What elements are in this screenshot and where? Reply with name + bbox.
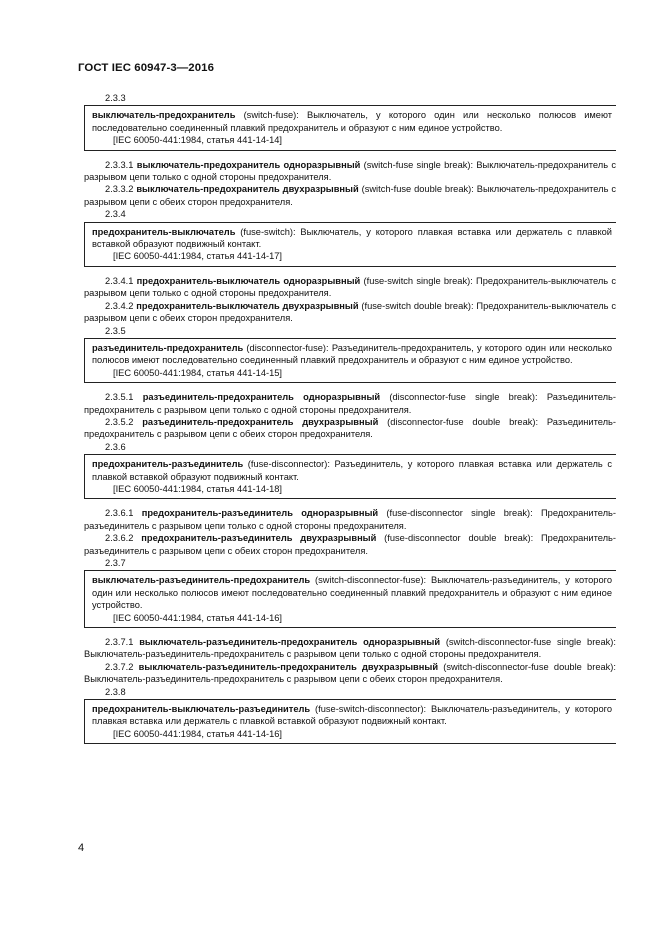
term-definition: [92, 342, 612, 367]
term-definition-box: [84, 699, 616, 744]
term-name: выключатель-предохранитель: [92, 110, 236, 121]
subterm-text: (switch-fuse single break): Выключатель-предохранитель с разрывом цепи только с одной стороны предохранителя.: [84, 159, 616, 183]
term-definition-box: [84, 222, 616, 267]
subterm-paragraph: [84, 159, 616, 184]
term-name: предохранитель-разъединитель: [92, 459, 244, 470]
term-section: [84, 686, 616, 745]
subterm-number: 2.3.7.1: [105, 637, 134, 648]
subterm-name: предохранитель-выключатель одноразрывный: [136, 275, 361, 286]
term-section: [84, 92, 616, 208]
term-definition: [92, 109, 612, 134]
term-definition-box: [84, 454, 616, 499]
subterm-name: предохранитель-выключатель двухразрывный: [136, 300, 359, 311]
term-definition: [92, 458, 612, 483]
section-number: 2.3.8: [105, 686, 126, 697]
document-header: ГОСТ IEC 60947-3—2016: [78, 62, 215, 74]
section-number: 2.3.3: [105, 93, 126, 103]
section-number: 2.3.5: [105, 325, 126, 336]
subterm-text: (fuse-switch double break): Предохранитель-выключатель с разрывом цепи с обеих сторон предохранителя.: [84, 300, 616, 324]
subterm-name: разъединитель-предохранитель двухразрывный: [142, 416, 379, 427]
term-definition: [92, 703, 612, 728]
subterm-name: разъединитель-предохранитель одноразрывный: [142, 392, 381, 403]
subterm-name: выключатель-разъединитель-предохранитель одноразрывный: [139, 637, 441, 648]
term-definition-box: [84, 338, 616, 383]
subterm-text: (fuse-disconnector single break): Предохранитель-разъединитель с разрывом цепи только с одной стороны предохранителя.: [84, 508, 616, 531]
subterm-text: (switch-fuse double break): Выключатель-предохранитель с разрывом цепи с обеих сторон предохранителя.: [84, 184, 616, 207]
subterm-text: (switch-disconnector-fuse double break): Выключатель-разъединитель-предохранитель с разрывом цепи с обеих сторон предохранителя.: [84, 661, 616, 685]
subterm-paragraph: [84, 391, 616, 416]
subterm-text: (fuse-disconnector double break): Предохранитель-разъединитель с разрывом цепи с обеих сторон предохранителя.: [84, 533, 617, 556]
subterm-number: 2.3.6.2: [105, 533, 134, 544]
term-definition-box: [84, 105, 616, 150]
term-text: (fuse-disconnector): Разъединитель, у которого плавкая вставка или держатель с плавкой вставкой образуют подвижный контакт.: [92, 459, 612, 482]
subterm-number: 2.3.5.1: [105, 392, 134, 403]
subterm-text: (fuse-switch single break): Предохранитель-выключатель с разрывом цепи только с одной стороны предохранителя.: [84, 275, 616, 299]
subterm-paragraph: [84, 300, 616, 325]
term-definition: [92, 574, 612, 611]
term-section: [84, 208, 616, 324]
term-name: выключатель-разъединитель-предохранитель: [92, 575, 311, 586]
subterm-name: предохранитель-разъединитель двухразрывный: [141, 533, 377, 544]
term-section: [84, 325, 616, 441]
subterm-number: 2.3.6.1: [105, 508, 134, 519]
subterm-name: выключатель-предохранитель двухразрывный: [136, 184, 359, 195]
section-number: 2.3.6: [105, 441, 126, 452]
subterm-text: (disconnector-fuse double break): Разъединитель-предохранитель с разрывом цепи с обеих сторон предохранителя.: [84, 416, 616, 440]
term-text: (disconnector-fuse): Разъединитель-предохранитель, у которого один или несколько полюсов имеют последовательно соединенный плавкий предохранитель и образуют с ним единое устройство.: [92, 342, 612, 366]
subterm-text: (disconnector-fuse single break): Разъединитель-предохранитель с разрывом цепи только с одной стороны предохранителя.: [84, 392, 616, 415]
subterm-name: выключатель-предохранитель одноразрывный: [136, 159, 361, 170]
term-name: предохранитель-выключатель: [92, 226, 236, 237]
term-definition: [92, 226, 612, 251]
subterm-paragraph: [84, 416, 616, 441]
subterm-paragraph: [84, 507, 616, 532]
subterm-name: выключатель-разъединитель-предохранитель двухразрывный: [138, 661, 439, 672]
source-reference: [IEC 60050-441:1984, статья 441-14-16]: [113, 612, 283, 623]
term-text: (fuse-switch): Выключатель, у которого плавкая вставка или держатель с плавкой вставкой образуют подвижный контакт.: [92, 226, 612, 250]
term-text: (switch-fuse): Выключатель, у которого один или несколько полюсов имеют последовательно соединенный плавкий предохранитель и образуют с ним единое устройство.: [92, 110, 612, 133]
page-number: 4: [78, 842, 85, 854]
subterm-name: предохранитель-разъединитель одноразрывный: [141, 508, 379, 519]
source-reference: [IEC 60050-441:1984, статья 441-14-17]: [113, 251, 283, 262]
subterm-text: (switch-disconnector-fuse single break): Выключатель-разъединитель-предохранитель с разрывом цепи только с одной стороны предохранителя.: [84, 637, 616, 660]
subterm-number: 2.3.3.2: [105, 184, 134, 195]
term-text: (switch-disconnector-fuse): Выключатель-разъединитель, у которого один или несколько полюсов имеют последовательно соединенный плавкий предохранитель и образуют с ним единое устройство.: [92, 575, 612, 611]
term-name: разъединитель-предохранитель: [92, 342, 244, 353]
source-reference: [IEC 60050-441:1984, статья 441-14-14]: [113, 135, 283, 146]
subterm-number: 2.3.3.1: [105, 159, 134, 170]
term-text: (fuse-switch-disconnector): Выключатель-разъединитель, у которого плавкая вставка или держатель с плавкой вставкой образуют подвижный контакт.: [92, 704, 612, 727]
subterm-number: 2.3.4.1: [105, 275, 134, 286]
definitions-content: [84, 92, 616, 752]
source-reference: [IEC 60050-441:1984, статья 441-14-16]: [113, 728, 283, 739]
source-reference: [IEC 60050-441:1984, статья 441-14-15]: [113, 367, 283, 378]
subterm-paragraph: [84, 275, 616, 300]
subterm-paragraph: [84, 661, 616, 686]
term-definition-box: [84, 570, 616, 628]
section-number: 2.3.7: [105, 558, 126, 568]
subterm-paragraph: [84, 636, 616, 661]
subterm-number: 2.3.7.2: [105, 661, 134, 672]
term-section: [84, 557, 616, 686]
subterm-paragraph: [84, 532, 616, 557]
section-number: 2.3.4: [105, 209, 126, 220]
subterm-number: 2.3.4.2: [105, 300, 134, 311]
term-section: [84, 441, 616, 557]
subterm-paragraph: [84, 183, 616, 208]
source-reference: [IEC 60050-441:1984, статья 441-14-18]: [113, 483, 283, 494]
term-name: предохранитель-выключатель-разъединитель: [92, 704, 311, 715]
subterm-number: 2.3.5.2: [105, 416, 134, 427]
